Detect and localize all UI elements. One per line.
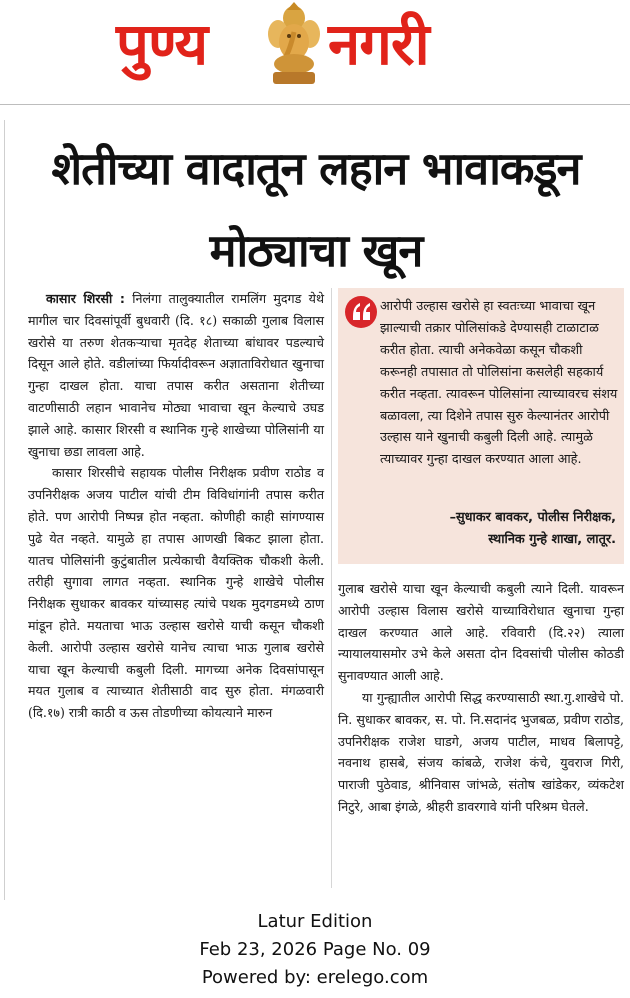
masthead <box>0 0 630 108</box>
article-column-right <box>338 578 624 818</box>
pull-quote-attribution-line2: स्थानिक गुन्हे शाखा, लातूर. <box>488 532 616 547</box>
footer-date-page: Feb 23, 2026 Page No. 09 <box>199 939 431 960</box>
pull-quote-text <box>352 296 618 471</box>
article-paragraph-1-text: निलंगा तालुक्यातील रामलिंग मुदगड येथे मागील चार दिवसांपूर्वी बुधवारी (दि. १८) सकाळी गुलाब विलास खरोसे या तरुण शेतकऱ्याचा मृतदेह शेताच्या बांधावर पडल्याचे दिसून आले होते. वडीलांच्या फिर्यादीवरून अज्ञाताविरोधात खुनाचा गुन्हा दाखल होता. याचा तपास करीत असताना शेतीच्या वाटणीसाठी लहान भावानेच मोठ्या भावाचा खून केल्याचे उघड झाले आहे. कासार शिरसी व स्थानिक गुन्हे शाखेच्या पोलिसांनी या खुनाचा छडा लावला आहे. <box>28 291 324 459</box>
article-dateline: कासार शिरसी : <box>46 291 125 306</box>
article-paragraph-3: गुलाब खरोसे याचा खून केल्याची कबुली त्याने दिली. यावरून आरोपी उल्हास विलास खरोसे याच्याविरोधात खुनाचा गुन्हा दाखल करण्यात आले आहे. रविवारी (दि.२२) त्याला न्यायालयासमोर उभे केले असता दोन दिवसांची पोलीस कोठडी सुनावण्यात आली आहे. <box>338 581 624 684</box>
article-paragraph-4: या गुन्ह्यातील आरोपी सिद्ध करण्यासाठी स्था.गु.शाखेचे पो. नि. सुधाकर बावकर, स. पो. नि.सदानंद भुजबळ, प्रवीण राठोड, उपनिरीक्षक राजेश घाडगे, अजय पाटील, माधव बिलापट्टे, नवनाथ हासबे, संजय कांबळे, राजेश कंचे, युवराज गिरी, पाराजी पुठेवाड, श्रीनिवास जांभळे, संतोष खांडेकर, व्यंकटेश निटुरे, आबा इंगळे, श्रीहरी डावरगावे यांनी परिश्रम घेतले. <box>338 689 624 814</box>
footer-edition: Latur Edition <box>257 911 373 932</box>
article-paragraph-1 <box>28 288 324 462</box>
article-column-left <box>28 288 324 724</box>
masthead-title-right: नगरी <box>328 10 429 78</box>
footer-powered-by: Powered by: erelego.com <box>201 967 429 988</box>
article-paragraph-2: कासार शिरसीचे सहायक पोलीस निरीक्षक प्रवीण राठोड व उपनिरीक्षक अजय पाटील यांची टीम विविधांगांनी तपास करीत होते. पण आरोपी निष्पन्न होत नव्हता. कोणीही काही सांगण्यास पुढे येत नव्हते. यामुळे हा तपास आणखी बिकट झाला होता. यातच पोलिसांनी कुटुंबातील प्रत्येकाची वैयक्तिक चौकशी केली. तरीही सुगावा लागत नव्हता. स्थानिक गुन्हे शाखेचे पोलीस निरीक्षक सुधाकर बावकर यांच्यासह त्यांचे पथक मुदगडमध्ये ठाण मांडून होते. मयताचा भाऊ उल्हास खरोसे याची कसून चौकशी केली. आरोपी उल्हास खरोसे यानेच त्याचा भाऊ गुलाब खरोसे याचा खून केल्याची कबुली दिली. मागच्या अनेक दिवसांपासून मयत गुलाब व त्याच्यात शेतीसाठी वाद सुरु होता. मंगळवारी (दि.१७) रात्री काठी व ऊस तोडणीच्या कोयत्याने मारुन <box>28 465 324 721</box>
pull-quote-body: आरोपी उल्हास खरोसे हा स्वतःच्या भावाचा खून झाल्याची तक्रार पोलिसांकडे देण्यासही टाळाटाळ करीत होता. त्याची अनेकवेळा कसून चौकशी करूनही तपासात तो पोलिसांना कसलेही सहकार्य करीत नव्हता. त्यावरून पोलिसांना त्याच्यावरच संशय बळावला, त्या दिशेने तपास सुरु केल्यानंतर आरोपी उल्हास याने खुनाची कबुली दिली आहे. त्यामुळे त्याच्यावर गुन्हा दाखल करण्यात आला आहे. <box>380 299 618 468</box>
pull-quote-attribution <box>360 507 616 551</box>
clip-left-border <box>4 120 5 900</box>
column-divider <box>331 288 332 888</box>
masthead-title-left: पुण्य <box>116 10 208 78</box>
page-footer <box>0 908 630 992</box>
ganesha-idol-icon <box>263 2 325 88</box>
article-headline: शेतीच्या वादातून लहान भावाकडून मोठ्याचा खून <box>51 142 581 277</box>
masthead-rule <box>0 104 630 105</box>
pull-quote-attribution-line1: –सुधाकर बावकर, पोलीस निरीक्षक, <box>449 510 616 525</box>
